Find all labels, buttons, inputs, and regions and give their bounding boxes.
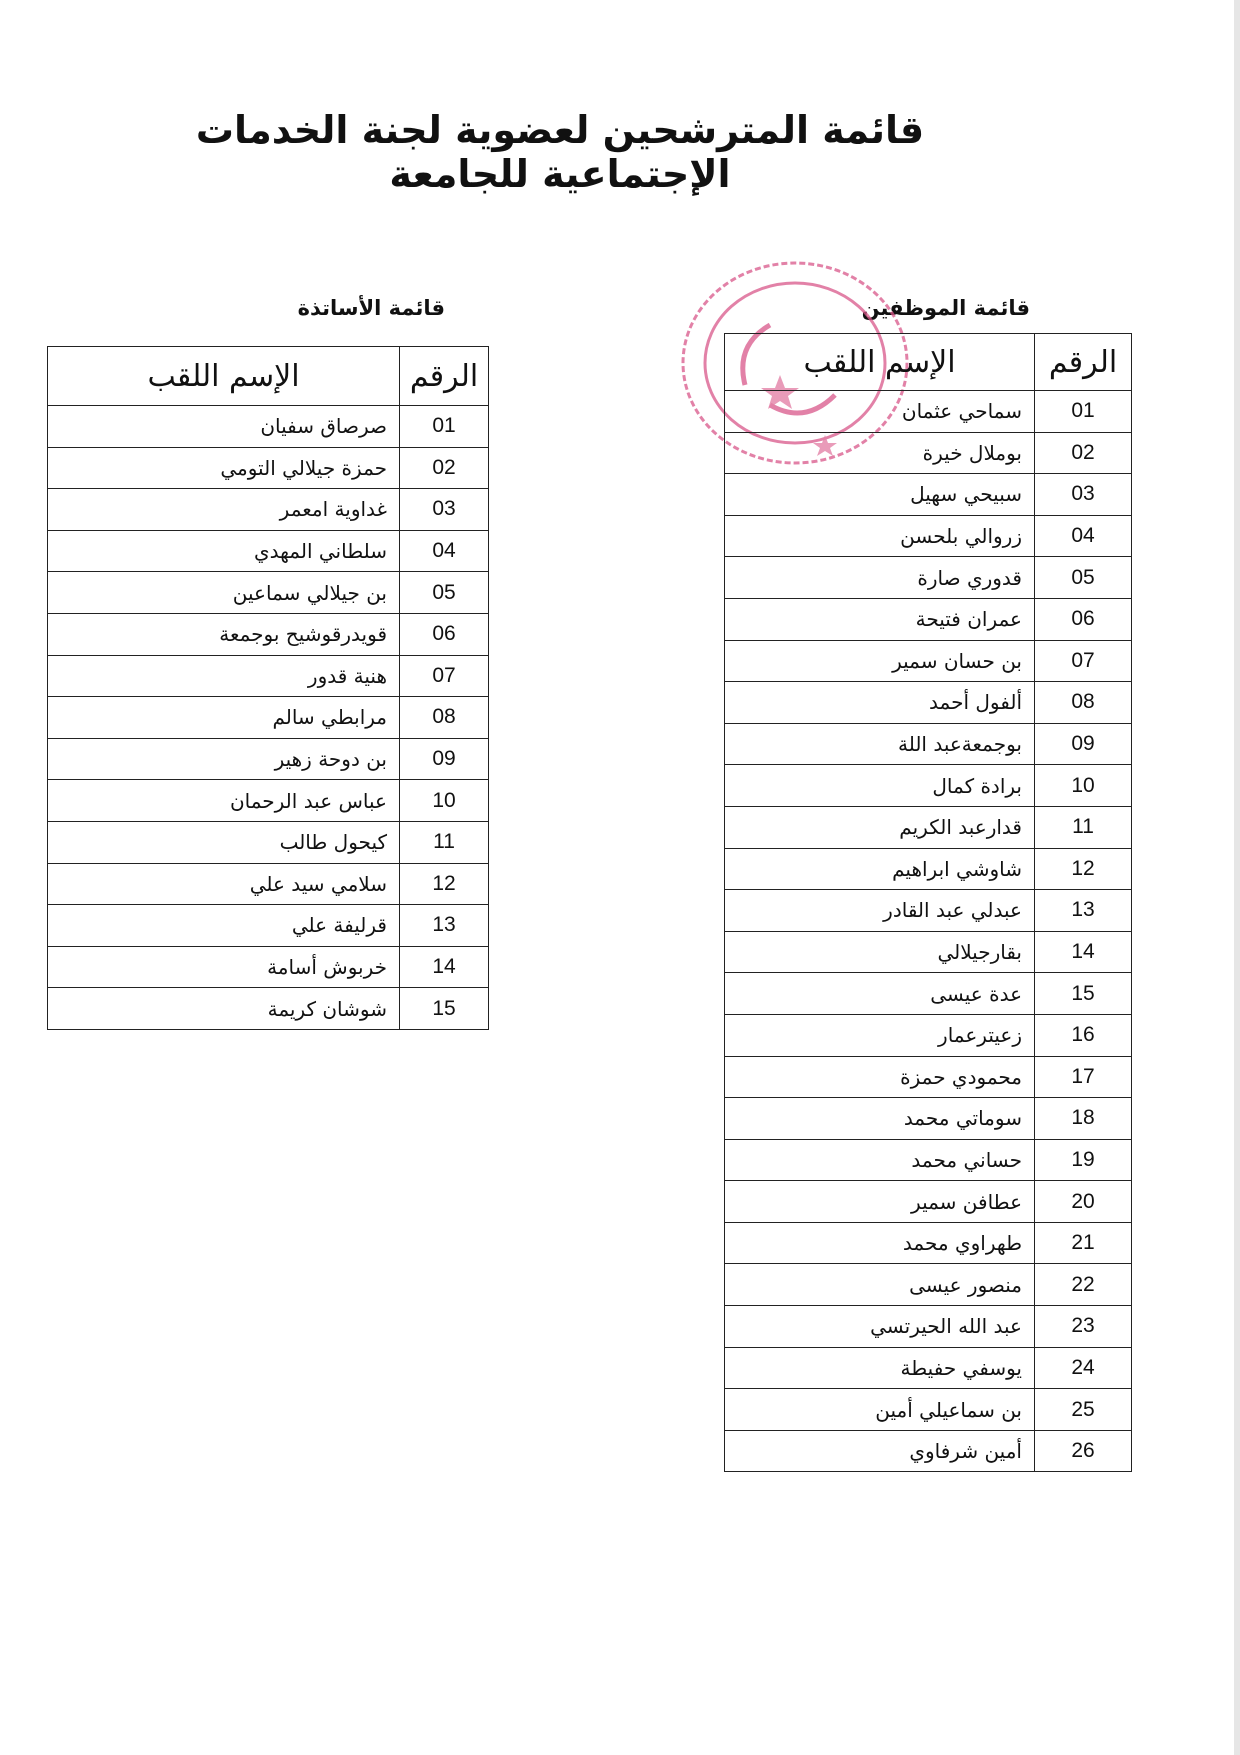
staff-row xyxy=(725,1056,1132,1098)
teacher-row-name: صرصاق سفيان xyxy=(48,406,400,448)
teacher-row-number: 09 xyxy=(400,738,489,780)
staff-row-name: محمودي حمزة xyxy=(725,1056,1035,1098)
staff-row xyxy=(725,1430,1132,1472)
staff-row xyxy=(725,640,1132,682)
staff-row-number: 02 xyxy=(1035,432,1132,474)
staff-row-number: 25 xyxy=(1035,1389,1132,1431)
teacher-row-number: 08 xyxy=(400,697,489,739)
teacher-row xyxy=(48,406,489,448)
staff-row xyxy=(725,432,1132,474)
staff-row xyxy=(725,474,1132,516)
staff-row xyxy=(725,806,1132,848)
staff-row-number: 24 xyxy=(1035,1347,1132,1389)
staff-row-number: 06 xyxy=(1035,598,1132,640)
staff-row xyxy=(725,1389,1132,1431)
staff-row-number: 09 xyxy=(1035,723,1132,765)
staff-row-number: 04 xyxy=(1035,515,1132,557)
staff-row-number: 15 xyxy=(1035,973,1132,1015)
staff-row-name: برادة كمال xyxy=(725,765,1035,807)
teacher-row xyxy=(48,905,489,947)
teacher-row-number: 13 xyxy=(400,905,489,947)
staff-row-name: عبد الله الحيرتسي xyxy=(725,1306,1035,1348)
staff-row-name: عمران فتيحة xyxy=(725,598,1035,640)
teacher-row xyxy=(48,572,489,614)
teacher-row xyxy=(48,447,489,489)
teacher-row-number: 06 xyxy=(400,613,489,655)
teacher-row xyxy=(48,530,489,572)
staff-row-number: 20 xyxy=(1035,1181,1132,1223)
staff-row-name: عدة عيسى xyxy=(725,973,1035,1015)
staff-row-name: زروالي بلحسن xyxy=(725,515,1035,557)
teacher-row-number: 12 xyxy=(400,863,489,905)
staff-row-number: 23 xyxy=(1035,1306,1132,1348)
staff-row-name: قدارعبد الكريم xyxy=(725,806,1035,848)
staff-number-header: الرقم xyxy=(1035,334,1132,391)
teachers-list-caption: قائمة الأساتذة xyxy=(297,296,445,320)
staff-row-number: 12 xyxy=(1035,848,1132,890)
staff-row-number: 05 xyxy=(1035,557,1132,599)
teacher-row xyxy=(48,821,489,863)
staff-name-header: الإسم اللقب xyxy=(725,334,1035,391)
staff-table xyxy=(724,333,1132,1472)
teacher-row-number: 04 xyxy=(400,530,489,572)
teacher-row-name: قرليفة علي xyxy=(48,905,400,947)
staff-row-number: 07 xyxy=(1035,640,1132,682)
teachers-table xyxy=(47,346,489,1030)
staff-row-name: سوماتي محمد xyxy=(725,1098,1035,1140)
staff-row xyxy=(725,557,1132,599)
staff-row xyxy=(725,1181,1132,1223)
teacher-row-name: قويدرقوشيح بوجمعة xyxy=(48,613,400,655)
teacher-row xyxy=(48,780,489,822)
teacher-row-number: 03 xyxy=(400,489,489,531)
staff-row-name: يوسفي حفيطة xyxy=(725,1347,1035,1389)
staff-row-number: 10 xyxy=(1035,765,1132,807)
staff-row-name: بن سماعيلي أمين xyxy=(725,1389,1035,1431)
teacher-row xyxy=(48,697,489,739)
staff-row-number: 21 xyxy=(1035,1222,1132,1264)
staff-row xyxy=(725,765,1132,807)
teacher-row-name: غداوية امعمر xyxy=(48,489,400,531)
staff-row xyxy=(725,723,1132,765)
teacher-row-name: مرابطي سالم xyxy=(48,697,400,739)
staff-table-header-row xyxy=(725,334,1132,391)
teacher-row xyxy=(48,946,489,988)
teachers-number-header: الرقم xyxy=(400,347,489,406)
staff-row xyxy=(725,391,1132,433)
teacher-row-name: هنية قدور xyxy=(48,655,400,697)
staff-row xyxy=(725,1264,1132,1306)
staff-row-name: بوملال خيرة xyxy=(725,432,1035,474)
staff-row-number: 01 xyxy=(1035,391,1132,433)
staff-row xyxy=(725,1014,1132,1056)
staff-row xyxy=(725,598,1132,640)
staff-row-name: شاوشي ابراهيم xyxy=(725,848,1035,890)
teachers-name-header: الإسم اللقب xyxy=(48,347,400,406)
staff-row xyxy=(725,973,1132,1015)
staff-row-name: أمين شرفاوي xyxy=(725,1430,1035,1472)
teacher-row-name: سلطاني المهدي xyxy=(48,530,400,572)
staff-row-number: 19 xyxy=(1035,1139,1132,1181)
staff-row xyxy=(725,515,1132,557)
staff-row xyxy=(725,931,1132,973)
teacher-row-name: حمزة جيلالي التومي xyxy=(48,447,400,489)
staff-row-name: بوجمعةعبد اللة xyxy=(725,723,1035,765)
teacher-row-name: خربوش أسامة xyxy=(48,946,400,988)
staff-row xyxy=(725,1222,1132,1264)
teacher-row xyxy=(48,863,489,905)
teacher-row xyxy=(48,988,489,1030)
staff-row xyxy=(725,1347,1132,1389)
staff-row xyxy=(725,1098,1132,1140)
staff-row-number: 16 xyxy=(1035,1014,1132,1056)
teacher-row-name: شوشان كريمة xyxy=(48,988,400,1030)
staff-row-number: 18 xyxy=(1035,1098,1132,1140)
staff-row-number: 26 xyxy=(1035,1430,1132,1472)
teacher-row-number: 14 xyxy=(400,946,489,988)
staff-row-number: 22 xyxy=(1035,1264,1132,1306)
teacher-row-name: بن دوحة زهير xyxy=(48,738,400,780)
teachers-table-body xyxy=(48,406,489,1030)
page-edge xyxy=(1234,0,1240,1755)
teacher-row xyxy=(48,738,489,780)
teacher-row-name: بن جيلالي سماعين xyxy=(48,572,400,614)
teacher-row-number: 15 xyxy=(400,988,489,1030)
teacher-row-number: 05 xyxy=(400,572,489,614)
staff-row-name: عطافن سمير xyxy=(725,1181,1035,1223)
teacher-row-number: 11 xyxy=(400,821,489,863)
teacher-row xyxy=(48,613,489,655)
staff-row xyxy=(725,682,1132,724)
teacher-row-number: 07 xyxy=(400,655,489,697)
staff-list-caption: قائمة الموظفين xyxy=(861,296,1030,320)
teachers-table-header-row xyxy=(48,347,489,406)
staff-row-name: قدوري صارة xyxy=(725,557,1035,599)
teacher-row-name: كيحول طالب xyxy=(48,821,400,863)
staff-row-number: 11 xyxy=(1035,806,1132,848)
teacher-row-name: عباس عبد الرحمان xyxy=(48,780,400,822)
teacher-row-number: 01 xyxy=(400,406,489,448)
staff-row-name: منصور عيسى xyxy=(725,1264,1035,1306)
staff-row xyxy=(725,848,1132,890)
staff-row-name: بقارجيلالي xyxy=(725,931,1035,973)
staff-row-number: 17 xyxy=(1035,1056,1132,1098)
staff-row-number: 13 xyxy=(1035,890,1132,932)
teacher-row xyxy=(48,489,489,531)
staff-row-number: 03 xyxy=(1035,474,1132,516)
teacher-row xyxy=(48,655,489,697)
staff-row-name: ألفول أحمد xyxy=(725,682,1035,724)
staff-row-name: سماحي عثمان xyxy=(725,391,1035,433)
page-title: قائمة المترشحين لعضوية لجنة الخدمات الإجتماعية للجامعة xyxy=(195,108,925,196)
staff-row-name: زعيترعمار xyxy=(725,1014,1035,1056)
staff-row-name: بن حسان سمير xyxy=(725,640,1035,682)
staff-table-body xyxy=(725,391,1132,1472)
staff-row-name: طهراوي محمد xyxy=(725,1222,1035,1264)
staff-row xyxy=(725,1139,1132,1181)
staff-row-name: سبيحي سهيل xyxy=(725,474,1035,516)
staff-row-name: عبدلي عبد القادر xyxy=(725,890,1035,932)
teacher-row-name: سلامي سيد علي xyxy=(48,863,400,905)
teacher-row-number: 10 xyxy=(400,780,489,822)
staff-row xyxy=(725,1306,1132,1348)
staff-row xyxy=(725,890,1132,932)
teacher-row-number: 02 xyxy=(400,447,489,489)
staff-row-number: 08 xyxy=(1035,682,1132,724)
staff-row-number: 14 xyxy=(1035,931,1132,973)
staff-row-name: حساني محمد xyxy=(725,1139,1035,1181)
